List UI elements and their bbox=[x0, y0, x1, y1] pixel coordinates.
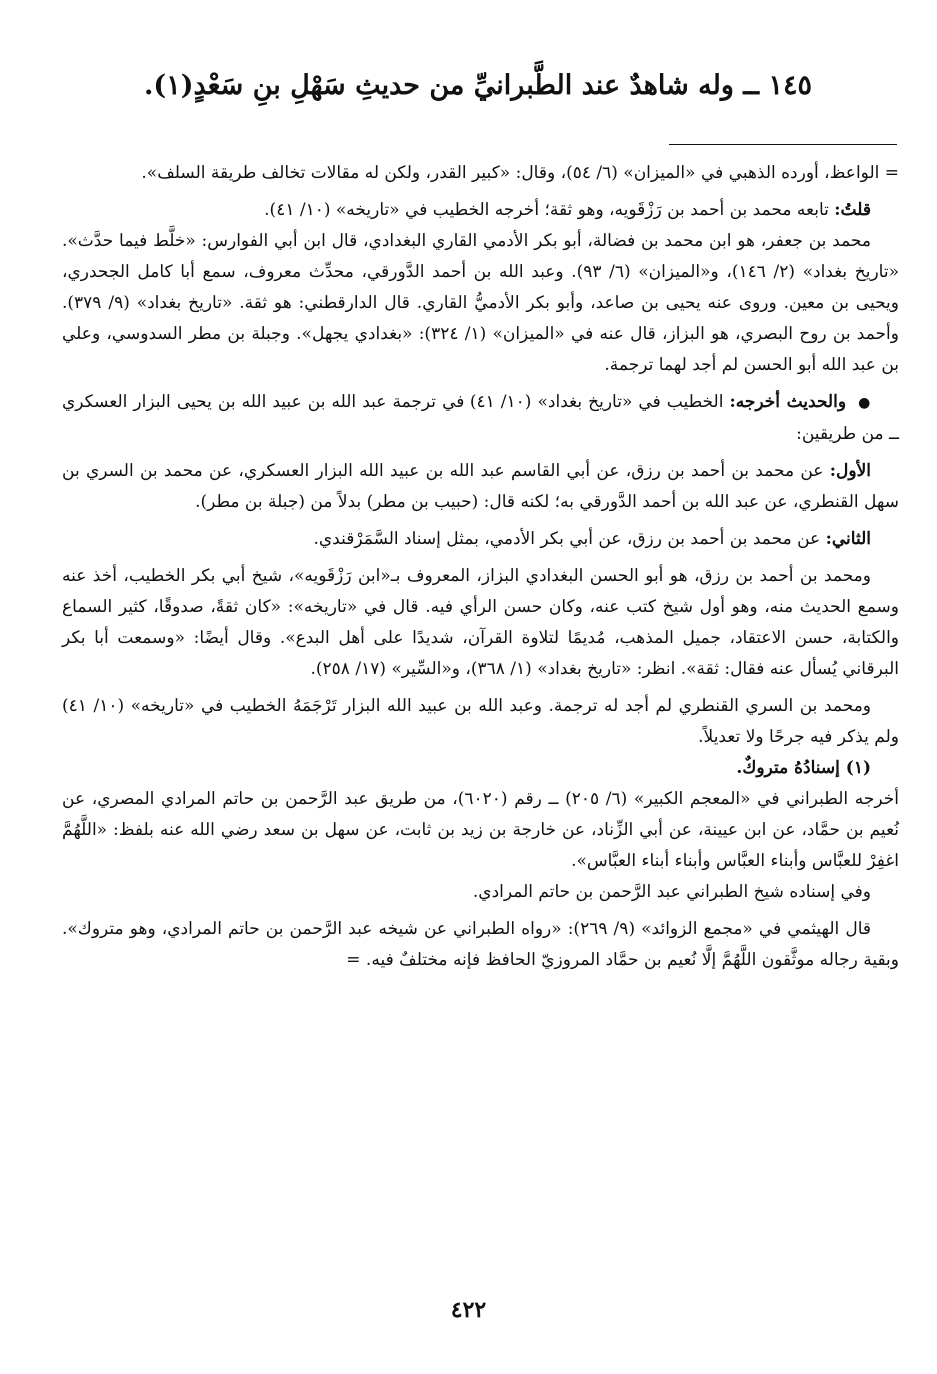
paragraph-text: وفي إسناده شيخ الطبراني عبد الرَّحمن بن حاتم المرادي. bbox=[472, 882, 871, 902]
paragraph-text: = الواعظ، أورده الذهبي في «الميزان» (٦/ ٥٤)، وقال: «كبير القدر، ولكن له مقالات تخالف طريقة السلف». bbox=[141, 163, 899, 183]
hadith-heading: ١٤٥ ــ وله شاهدٌ عند الطَّبرانيِّ من حديثِ سَهْلِ بنِ سَعْدٍ(١). bbox=[144, 70, 812, 101]
paragraph-tabarani bbox=[62, 784, 899, 877]
paragraph-ibn-rizq bbox=[62, 561, 899, 685]
paragraph-text: ومحمد بن أحمد بن رزق، هو أبو الحسن البغدادي البزاز، المعروف بـ«ابن رَزْقَويه»، شيخ أبي بكر الخطيب، أخذ عنه وسمع الحديث منه، وهو أول شيخ كتب عنه، وكان حسن الرأي فيه. قال في «تاريخه»: «كان ثقةً، صدوقًا، كثير السماع والكتابة، حسن الاعتقاد، جميل المذهب، مُديمًا لتلاوة القرآن، شديدًا على أهل البدع». وقال أيضًا: «وسمعت أبا بكر البرقاني يُسأل عنه فقال: ثقة». انظر: «تاريخ بغداد» (١/ ٣٦٨)، و«السِّير» (١٧/ ٢٥٨). bbox=[62, 566, 899, 679]
paragraph-qultu bbox=[62, 195, 899, 226]
paragraph-second-route bbox=[62, 524, 899, 555]
paragraph-text: قال الهيثمي في «مجمع الزوائد» (٩/ ٢٦٩): «رواه الطبراني عن شيخه عبد الرَّحمن بن حاتم المرادي، وهو متروك». وبقية رجاله موثَّقون اللَّهُمَّ إلَّا نُعيم بن حمَّاد المروزيّ الحافظ فإنه مختلفٌ فيه. = bbox=[62, 919, 899, 970]
paragraph-first-route bbox=[62, 456, 899, 518]
paragraph-text: تابعه محمد بن أحمد بن رَزْقَويه، وهو ثقة؛ أخرجه الخطيب في «تاريخه» (١٠/ ٤١). bbox=[264, 200, 829, 220]
paragraph-lead: الثاني: bbox=[825, 529, 871, 549]
paragraph-text: عن محمد بن أحمد بن رزق، عن أبي بكر الأدمي، بمثل إسناد السَّمَرْقندي. bbox=[313, 529, 821, 549]
paragraph-sheikh bbox=[62, 877, 899, 908]
paragraph-qantari bbox=[62, 691, 899, 753]
paragraph-text: (١) إسنادُهُ متروكٌ. bbox=[736, 758, 871, 778]
page-body bbox=[62, 158, 899, 976]
paragraph-haythami bbox=[62, 914, 899, 976]
footnote-separator bbox=[669, 144, 897, 145]
paragraph-lead: الأول: bbox=[829, 461, 871, 481]
paragraph-narrators bbox=[62, 226, 899, 381]
paragraph-text: محمد بن جعفر، هو ابن محمد بن فضالة، أبو بكر الأدمي القاري البغدادي، قال ابن أبي الفوارس: «خلَّط فيما حدَّث». «تاريخ بغداد» (٢/ ١٤٦)، و«الميزان» (٦/ ٩٣). وعبد الله بن أحمد الدَّورقي، محدِّث معروف، سمع أبا كامل الجحدري، ويحيى بن معين. وروى عنه يحيى بن صاعد، وأبو بكر الأدميُّ القاري. قال الدارقطني: هو ثقة. «تاريخ بغداد» (٩/ ٣٧٩). وأحمد بن روح البصري، هو البزاز، قال عنه في «الميزان» (١/ ٣٢٤): «بغدادي يجهل». وجبلة بن مطر السدوسي، وعلي بن عبد الله أبو الحسن لم أجد لهما ترجمة. bbox=[62, 231, 900, 375]
paragraph-text: الخطيب في «تاريخ بغداد» (١٠/ ٤١) في ترجمة عبد الله بن عبيد الله بن يحيى البزار العسكري ــ من طريقين: bbox=[62, 392, 899, 444]
paragraph-continuation bbox=[62, 158, 899, 189]
paragraph-text: ومحمد بن السري القنطري لم أجد له ترجمة. وعبد الله بن عبيد الله البزار تَرْجَمَهُ الخطيب في «تاريخه» (١٠/ ٤١) ولم يذكر فيه جرحًا ولا تعديلاً. bbox=[62, 696, 899, 747]
bullet-icon: ● bbox=[858, 395, 872, 411]
paragraph-text: أخرجه الطبراني في «المعجم الكبير» (٦/ ٢٠٥) ــ رقم (٦٠٢٠)، من طريق عبد الرَّحمن بن حاتم المرادي المصري، عن نُعيم بن حمَّاد، عن ابن عيينة، عن أبي الزِّناد، عن خارجة بن زيد بن ثابت، عن سهل بن سعد رضي الله عنه بلفظ: «اللَّهُمَّ اغفِرْ للعبَّاس وأبناء العبَّاس وأبناء أبناء العبَّاس». bbox=[62, 789, 899, 871]
page-number: ٤٢٢ bbox=[450, 1297, 487, 1323]
paragraph-lead: قلتُ: bbox=[834, 200, 871, 220]
footnote-marker bbox=[62, 753, 899, 784]
paragraph-lead: والحديث أخرجه: bbox=[729, 392, 847, 412]
paragraph-text: عن محمد بن أحمد بن رزق، عن أبي القاسم عبد الله بن عبيد الله البزار العسكري، عن محمد بن السري بن سهل القنطري، عن عبد الله بن أحمد الدَّورقي به؛ لكنه قال: (حبيب بن مطر) بدلاً من (جبلة بن مطر). bbox=[62, 461, 899, 512]
paragraph-takhrij bbox=[62, 387, 899, 450]
